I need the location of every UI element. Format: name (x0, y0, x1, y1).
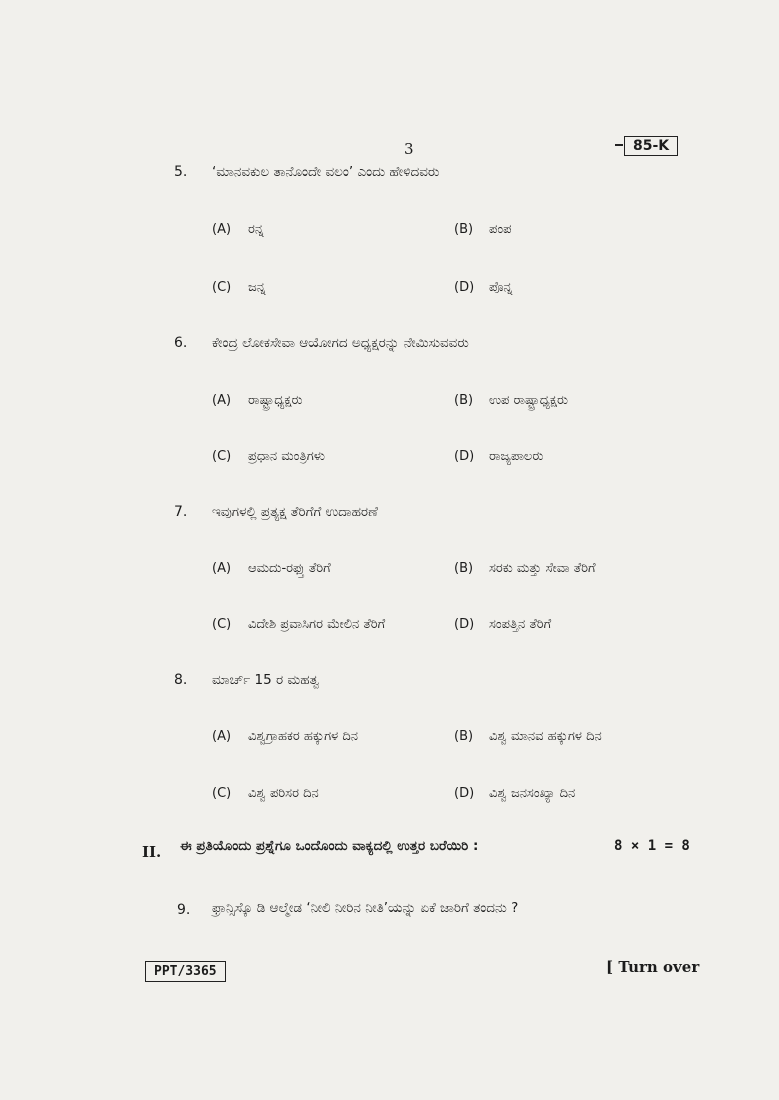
question-text: ‘ಮಾನವಕುಲ ತಾನೊಂದೇ ವಲಂ’ ಎಂದು ಹೇಳಿದವರು (212, 164, 440, 180)
option-label: (B) (454, 561, 474, 576)
option-label: (C) (212, 449, 232, 464)
option-text: ಪೊನ್ನ (489, 280, 513, 295)
option-label: (C) (212, 617, 232, 632)
option-text: ವಿಶ್ವ ಪರಿಸರ ದಿನ (248, 786, 319, 801)
option-label: (D) (454, 617, 475, 632)
option-label: (D) (454, 449, 475, 464)
question-text: ಮಾರ್ಚ್ 15 ರ ಮಹತ್ವ (212, 672, 320, 688)
option-text: ರನ್ನ (248, 222, 264, 237)
section-number: II. (142, 843, 162, 861)
option-text: ಜನ್ನ (248, 280, 266, 295)
question-number: 5. (174, 164, 188, 180)
option-text: ವಿಶ್ವಗ್ರಾಹಕರ ಹಕ್ಕುಗಳ ದಿನ (248, 729, 358, 744)
question-text: ಕೇಂದ್ರ ಲೋಕಸೇವಾ ಆಯೋಗದ ಅಧ್ಯಕ್ಷರನ್ನು ನೇಮಿಸುವವರು (212, 335, 469, 351)
question-text: ಫ್ರಾನ್ಸಿಸ್ಕೊ ಡಿ ಆಲ್ಮೇಡ ‘ನೀಲಿ ನೀರಿನ ನೀತಿ’ಯನ್ನು ಏಕೆ ಜಾರಿಗೆ ತಂದನು ? (212, 900, 519, 916)
question-number: 9. (177, 902, 191, 918)
option-text: ವಿಶ್ವ ಮಾನವ ಹಕ್ಕುಗಳ ದಿನ (489, 729, 602, 744)
option-label: (A) (212, 393, 232, 408)
section-instruction: ಈ ಪ್ರತಿಯೊಂದು ಪ್ರಶ್ನೆಗೂ ಒಂದೊಂದು ವಾಕ್ಯದಲ್ಲಿ ಉತ್ತರ ಬರೆಯಿರಿ : (180, 838, 479, 854)
option-label: (D) (454, 786, 475, 801)
option-label: (A) (212, 561, 232, 576)
option-label: (A) (212, 729, 232, 744)
question-number: 7. (174, 504, 188, 520)
question-number: 6. (174, 335, 188, 351)
turn-over-label: [ Turn over (606, 958, 699, 976)
option-text: ರಾಷ್ಟ್ರಾಧ್ಯಕ್ಷರು (248, 393, 303, 408)
option-text: ಸರಕು ಮತ್ತು ಸೇವಾ ತೆರಿಗೆ (489, 561, 596, 576)
option-label: (B) (454, 729, 474, 744)
option-text: ರಾಜ್ಯಪಾಲರು (489, 449, 544, 464)
paper-code: 85-K (624, 136, 678, 156)
option-text: ಪ್ರಧಾನ ಮಂತ್ರಿಗಳು (248, 449, 326, 464)
option-label: (C) (212, 786, 232, 801)
option-text: ಉಪ ರಾಷ್ಟ್ರಾಧ್ಯಕ್ಷರು (489, 393, 568, 408)
option-text: ಆಮದು-ರಫ್ತು ತೆರಿಗೆ (248, 561, 331, 576)
page-number: 3 (404, 140, 414, 158)
section-marks: 8 × 1 = 8 (614, 838, 690, 854)
option-text: ಪಂಪ (489, 222, 512, 237)
option-label: (A) (212, 222, 232, 237)
question-text: ಇವುಗಳಲ್ಲಿ ಪ್ರತ್ಯಕ್ಷ ತೆರಿಗೆಗೆ ಉದಾಹರಣೆ (212, 504, 378, 520)
option-label: (B) (454, 222, 474, 237)
option-text: ವಿದೇಶಿ ಪ್ರವಾಸಿಗರ ಮೇಲಿನ ತೆರಿಗೆ (248, 617, 386, 632)
option-label: (C) (212, 280, 232, 295)
option-text: ಸಂಪತ್ತಿನ ತೆರಿಗೆ (489, 617, 552, 632)
question-number: 8. (174, 672, 188, 688)
option-text: ವಿಶ್ವ ಜನಸಂಖ್ಯಾ ದಿನ (489, 786, 576, 801)
option-label: (D) (454, 280, 475, 295)
option-label: (B) (454, 393, 474, 408)
footer-paper-code: PPT/3365 (145, 961, 226, 982)
